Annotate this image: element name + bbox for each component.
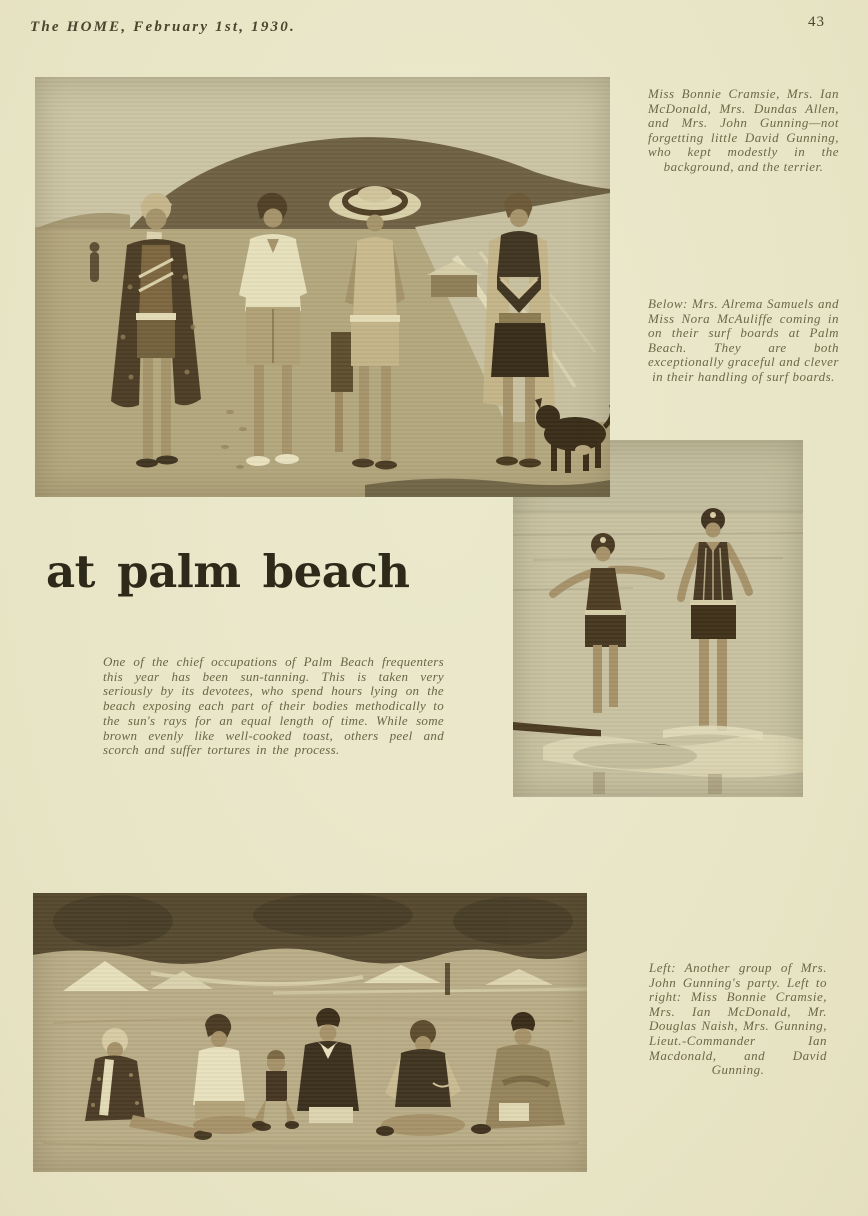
- caption-surfing: Below: Mrs. Alrema Samuels and Miss Nora McAuliffe coming in on their surf boards at Palm Beach. They are both exceptionally graceful and clever in their handling of surf boards.: [648, 296, 839, 384]
- beach-walk-illustration: [35, 77, 610, 497]
- photo-beach-walk: [35, 77, 610, 497]
- page-number: 43: [808, 14, 825, 30]
- caption-beach-walk: Miss Bonnie Cramsie, Mrs. Ian McDonald, Mrs. Dundas Allen, and Mrs. John Gunning—not forgetting little David Gunning, who kept modestly in the background, and the terrier.: [648, 86, 839, 174]
- photo-beach-group: [33, 893, 587, 1172]
- caption-beach-group: Left: Another group of Mrs. John Gunning's party. Left to right: Miss Bonnie Cramsie, Mrs. Ian McDonald, Mr. Douglas Naish, Mrs. Gunning, Lieut.-Commander Ian Macdonald, and David Gunning.: [649, 960, 827, 1078]
- beach-group-illustration: [33, 893, 587, 1172]
- intro-paragraph: One of the chief occupations of Palm Beach frequenters this year has been sun-tanning. This is taken very seriously by its devotees, who spend hours lying on the beach exposing each part of their bodies methodically to the sun's rays for an equal length of time. While some brown evenly like well-cooked toast, others peel and scorch and suffer tortures in the process.: [103, 654, 444, 758]
- page-headline: at palm beach: [46, 545, 410, 598]
- masthead-title: The HOME, February 1st, 1930.: [30, 19, 296, 35]
